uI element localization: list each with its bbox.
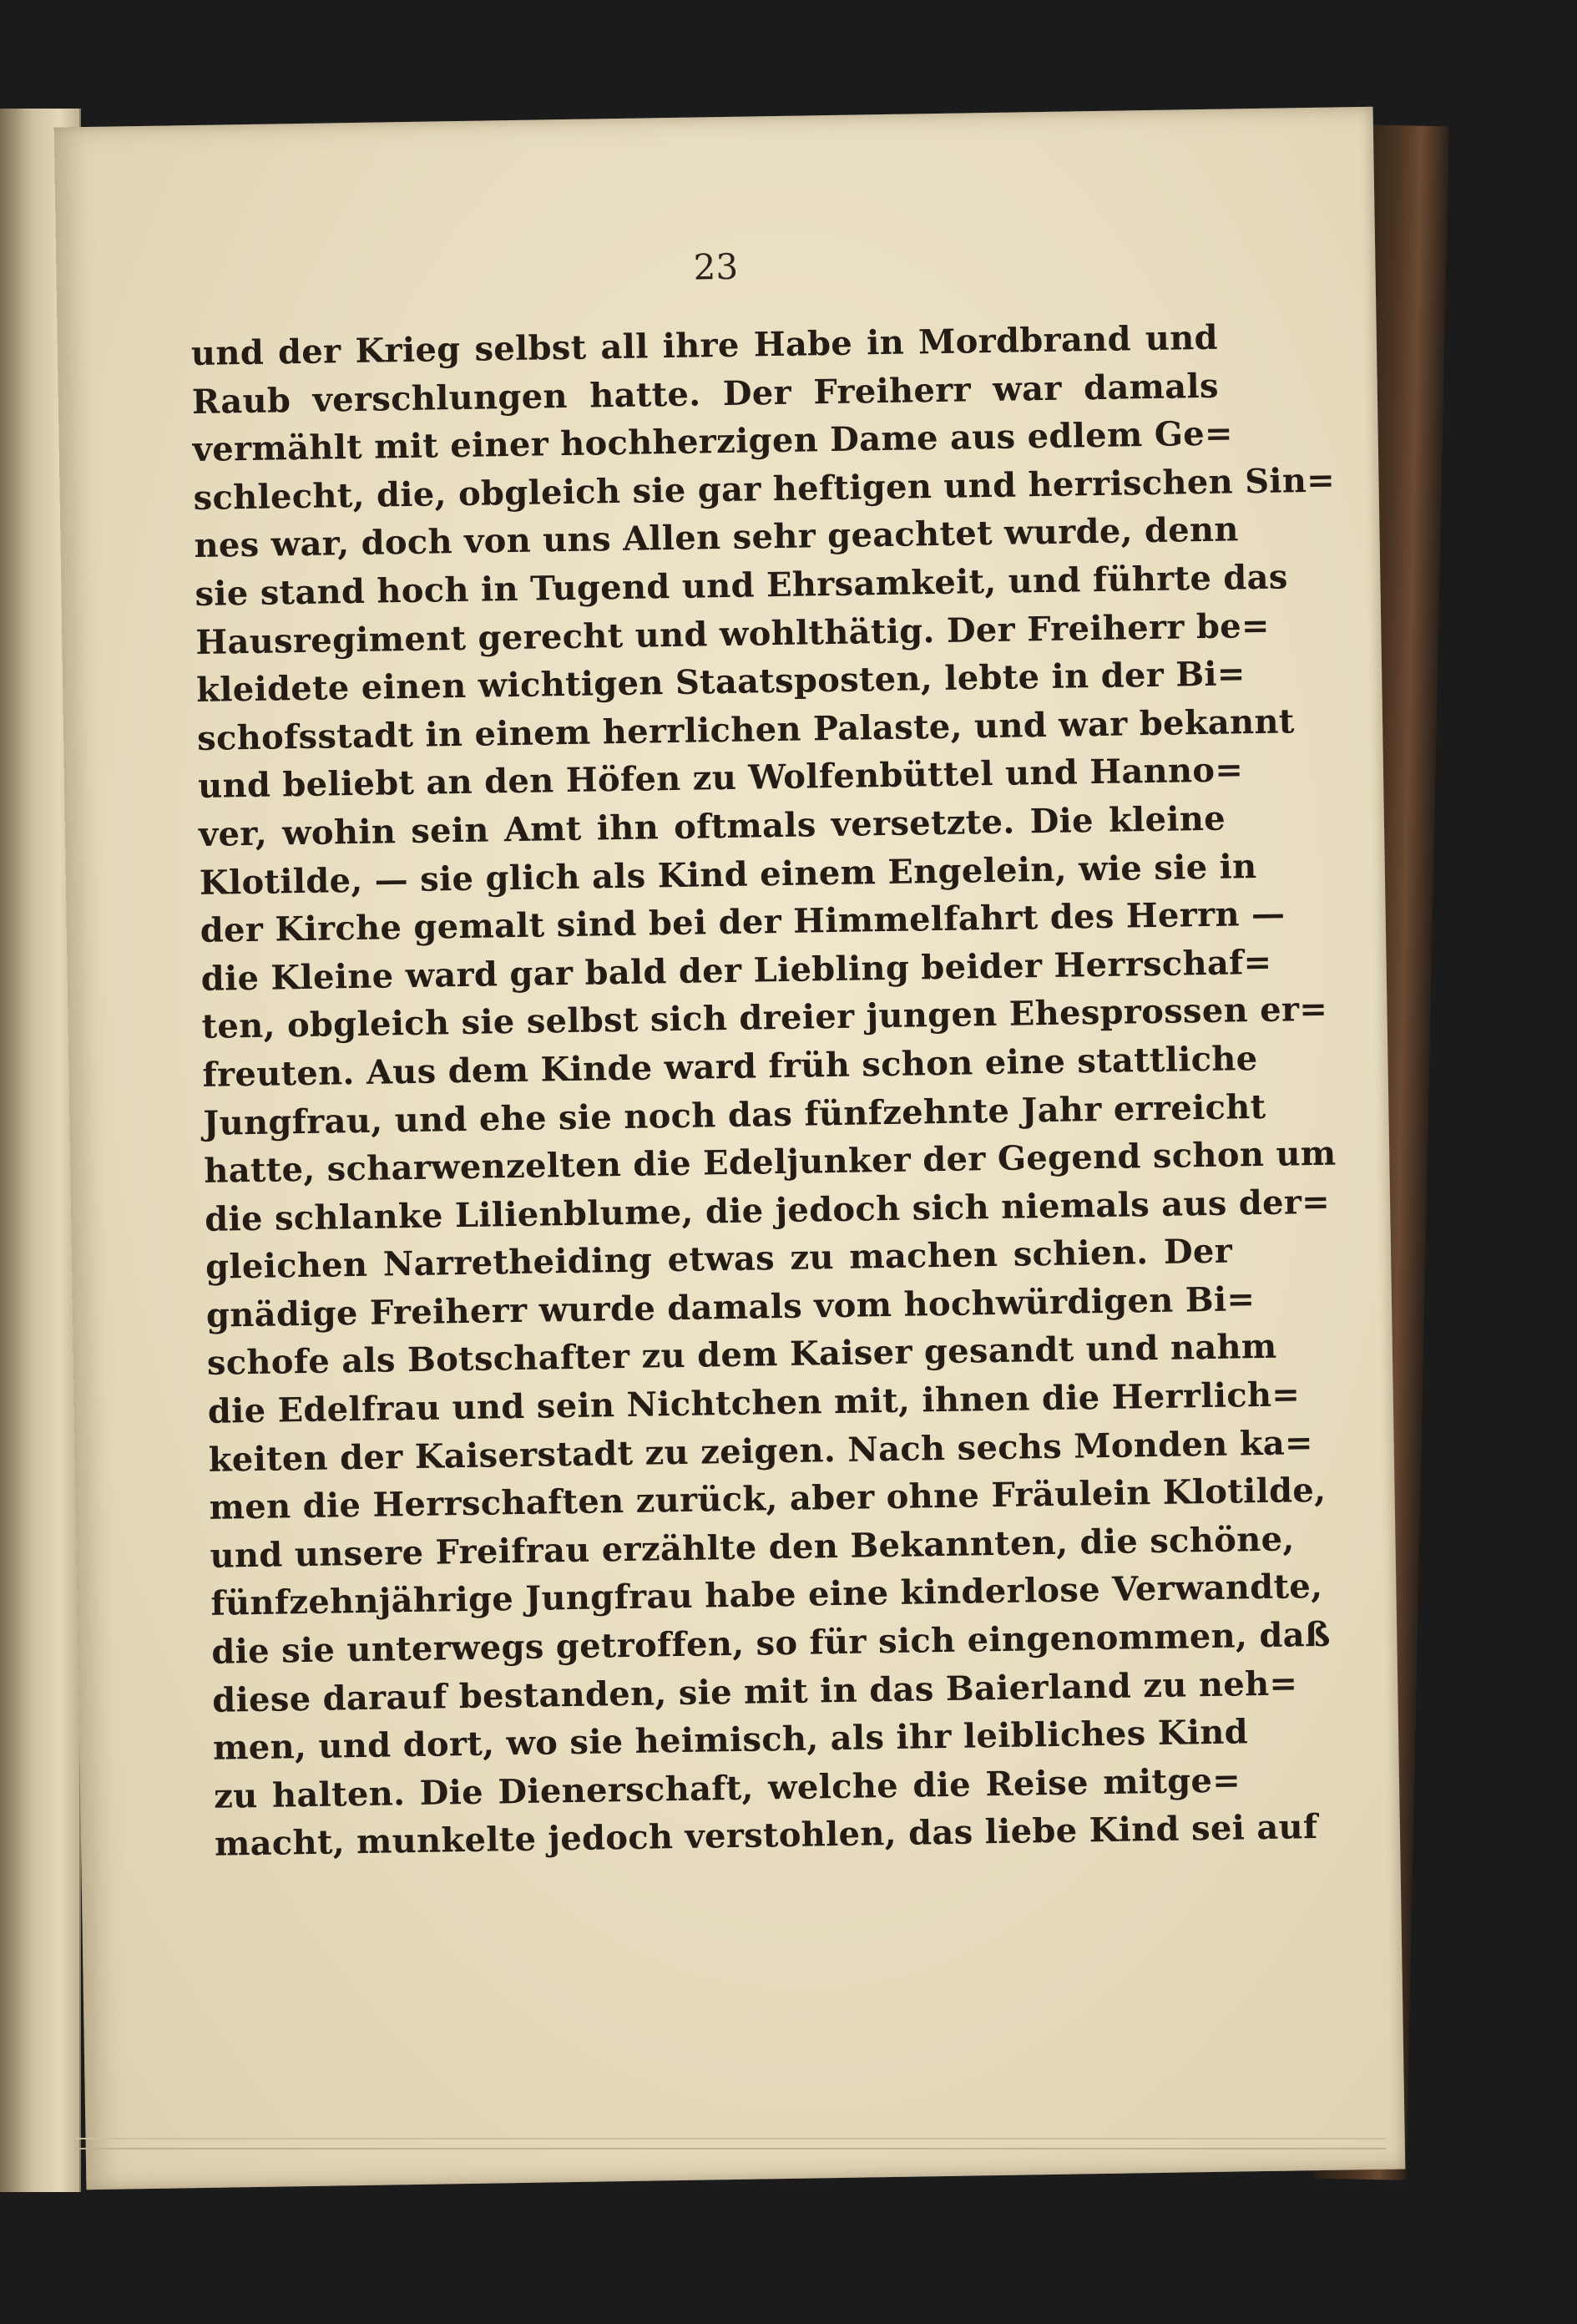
text-line: vermählt mit einer hochherzigen Dame aus edlem Ge= [192, 413, 1234, 470]
text-line: hatte, scharwenzelten die Edeljunker der Gegend schon um [203, 1133, 1337, 1191]
text-line: zu halten. Die Dienerschaft, welche die Reise mitge= [213, 1760, 1241, 1816]
text-line: kleidete einen wichtigen Staatsposten, lebte in der Bi= [195, 654, 1246, 711]
text-line: die sie unterwegs getroffen, so für sich eingenommen, daß [211, 1614, 1331, 1672]
text-line: men die Herrschaften zurück, aber ohne Fräulein Klotilde, [209, 1471, 1327, 1528]
text-line: Jungfrau, und ehe sie noch das fünfzehnte Jahr erreicht [203, 1086, 1266, 1143]
text-line: nes war, doch von uns Allen sehr geachtet wurde, denn [194, 509, 1240, 566]
text-line: und unsere Freifrau erzählte den Bekannten, die schöne, [210, 1519, 1295, 1576]
text-line: gleichen Narretheiding etwas zu machen schien. Der [205, 1231, 1233, 1288]
text-line: gnädige Freiherr wurde damals vom hochwürdigen Bi= [205, 1279, 1256, 1335]
text-line: und der Krieg selbst all ihre Habe in Mordbrand und [190, 317, 1219, 374]
text-line: schofe als Botschafter zu dem Kaiser gesandt und nahm [206, 1327, 1277, 1384]
text-line: die Kleine ward gar bald der Liebling beider Herrschaf= [200, 942, 1272, 999]
text-line: Hausregiment gerecht und wohlthätig. Der Freiherr be= [195, 605, 1271, 662]
text-line: sie stand hoch in Tugend und Ehrsamkeit, und führte das [195, 557, 1289, 614]
body-text [190, 314, 1337, 1869]
text-line: der Kirche gemalt sind bei der Himmelfahrt des Herrn — [200, 894, 1286, 951]
text-line: und beliebt an den Höfen zu Wolfenbüttel und Hanno= [197, 750, 1244, 807]
text-line: fünfzehnjährige Jungfrau habe eine kinderlose Verwandte, [210, 1567, 1323, 1624]
text-line: ten, obgleich sie selbst sich dreier jungen Ehesprossen er= [201, 990, 1328, 1047]
text-line: schlecht, die, obgleich sie gar heftigen und herrischen Sin= [193, 460, 1336, 518]
text-line: keiten der Kaiserstadt zu zeigen. Nach sechs Monden ka= [208, 1422, 1314, 1480]
page-number: 23 [693, 246, 739, 288]
text-line: macht, munkelte jedoch verstohlen, das liebe Kind sei auf [214, 1807, 1318, 1865]
text-line: men, und dort, wo sie heimisch, als ihr leibliches Kind [212, 1712, 1249, 1769]
text-line: schofsstadt in einem herrlichen Palaste, und war bekannt [196, 701, 1295, 758]
text-line: freuten. Aus dem Kinde ward früh schon eine stattliche [202, 1038, 1258, 1095]
page-bottom-edge [75, 2138, 1386, 2149]
text-line: die Edelfrau und sein Nichtchen mit, ihnen die Herrlich= [207, 1375, 1301, 1431]
text-line: diese darauf bestanden, sie mit in das Baierland zu neh= [211, 1663, 1298, 1720]
text-line: Raub verschlungen hatte. Der Freiherr war damals [191, 366, 1220, 422]
text-line: Klotilde, — sie glich als Kind einem Engelein, wie sie in [199, 846, 1257, 903]
text-line: die schlanke Lilienblume, die jedoch sich niemals aus der= [204, 1182, 1331, 1239]
text-line: ver, wohin sein Amt ihn oftmals versetzte. Die kleine [198, 798, 1226, 854]
book-page [54, 107, 1406, 2190]
